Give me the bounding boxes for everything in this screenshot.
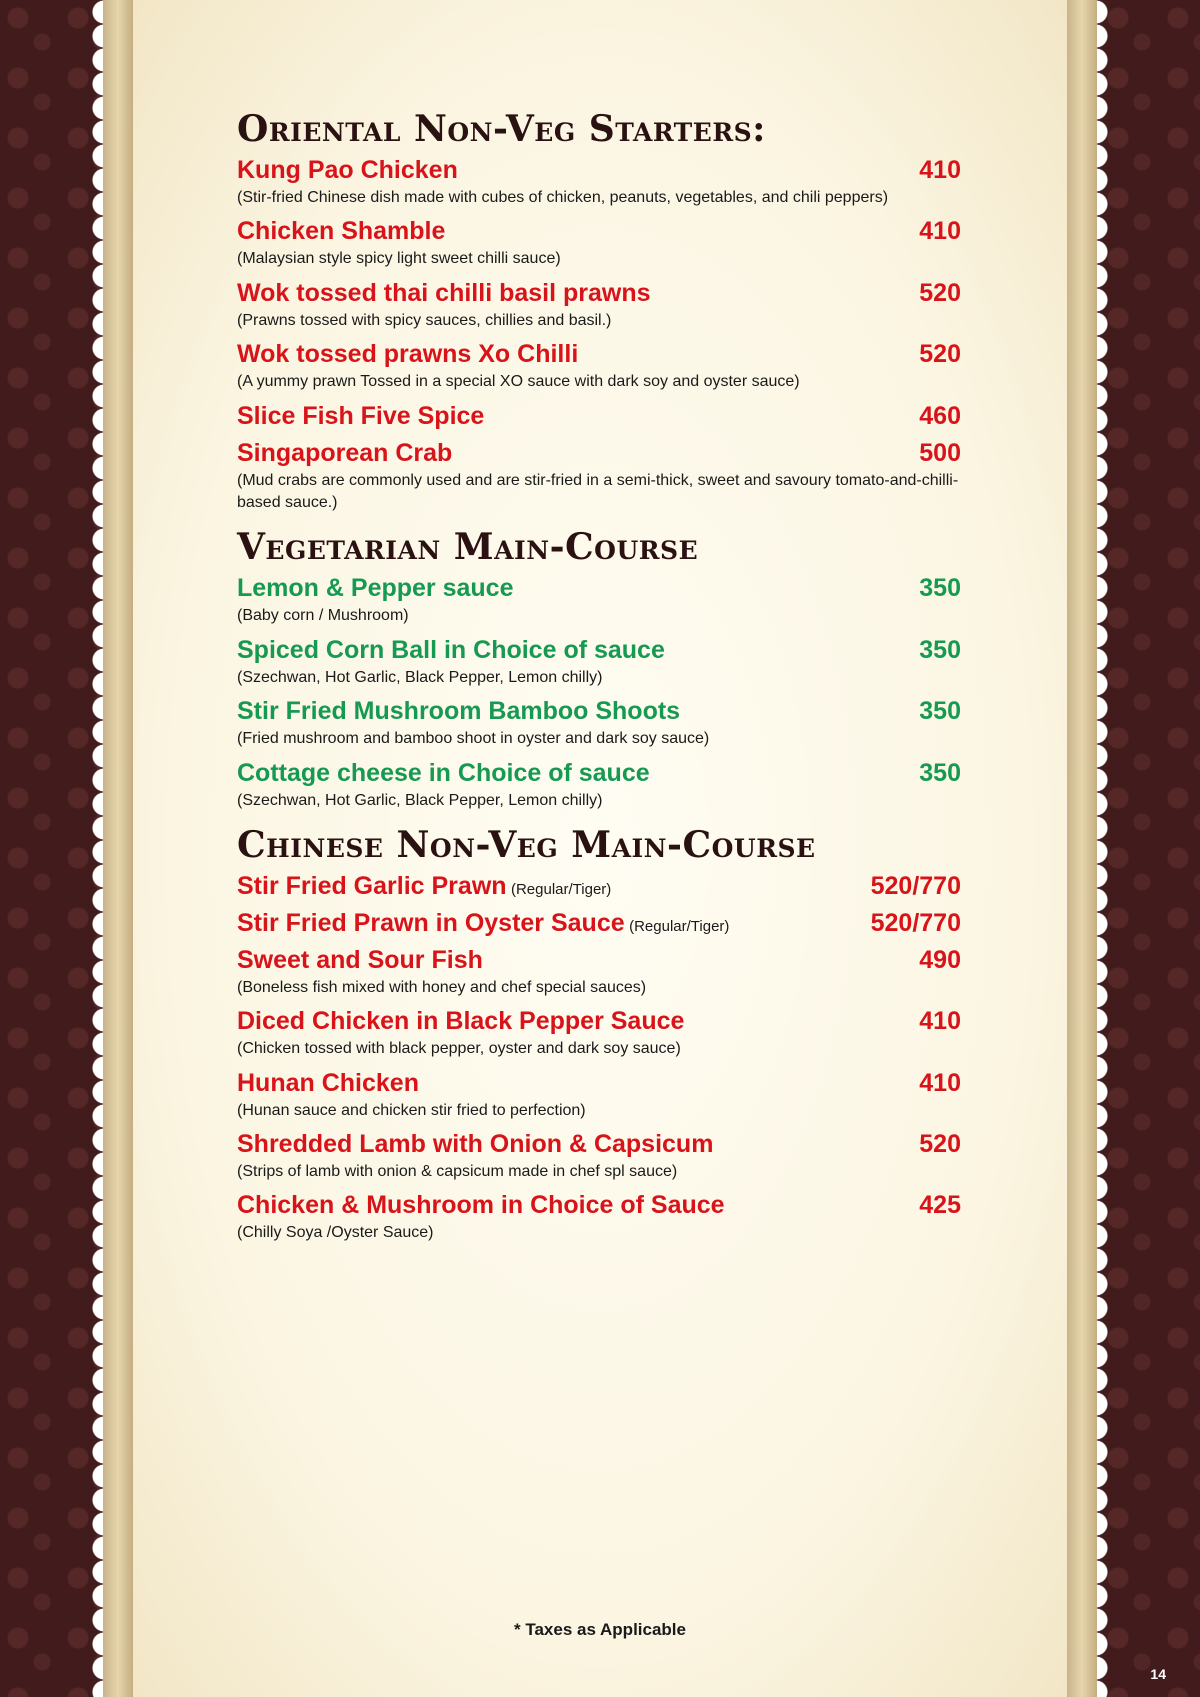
item-name: Chicken Shamble [237, 217, 446, 246]
item-price: 520 [919, 278, 961, 307]
item-price: 350 [919, 697, 961, 726]
item-price: 520/770 [870, 871, 961, 900]
item-name: Diced Chicken in Black Pepper Sauce [237, 1007, 685, 1036]
section-title-chinese-non-veg-main-course: Chinese Non-Veg Main-Course [237, 823, 816, 866]
menu-item [237, 217, 961, 270]
item-name: Wok tossed thai chilli basil prawns [237, 278, 651, 307]
item-name: Kung Pao Chicken [237, 156, 458, 184]
page-number: 14 [1150, 1666, 1166, 1682]
item-price: 490 [919, 945, 961, 974]
item-name: Chicken & Mushroom in Choice of Sauce [237, 1191, 725, 1220]
menu-item [237, 156, 961, 209]
menu-item [237, 340, 961, 393]
item-name: Hunan Chicken [237, 1068, 419, 1097]
menu-item [237, 574, 961, 627]
item-description: (Chicken tossed with black pepper, oyster and dark soy sauce) [237, 1040, 681, 1058]
item-name: Stir Fried Garlic Prawn [237, 871, 507, 900]
menu-content [237, 108, 961, 1253]
menu-item [237, 872, 961, 901]
item-description: (Szechwan, Hot Garlic, Black Pepper, Lemon chilly) [237, 668, 603, 686]
item-price: 410 [919, 156, 961, 184]
item-name: Singaporean Crab [237, 438, 453, 467]
menu-item [237, 1007, 961, 1060]
item-price: 520 [919, 1130, 961, 1159]
right-ornamental-border [1100, 0, 1200, 1697]
menu-item [237, 636, 961, 689]
item-name: Wok tossed prawns Xo Chilli [237, 340, 579, 369]
menu-item [237, 279, 961, 332]
item-note: (Regular/Tiger) [629, 917, 730, 935]
item-description: (Prawns tossed with spicy sauces, chillies and basil.) [237, 311, 612, 329]
section-title-oriental-non-veg-starters: Oriental Non-Veg Starters: [237, 108, 766, 150]
menu-item [237, 909, 961, 938]
item-description: (Strips of lamb with onion & capsicum made in chef spl sauce) [237, 1163, 678, 1181]
section-title-vegetarian-main-course: Vegetarian Main-Course [237, 526, 699, 569]
item-description: (Malaysian style spicy light sweet chilli sauce) [237, 250, 561, 268]
menu-item [237, 1069, 961, 1122]
menu-item [237, 697, 961, 750]
item-name: Lemon & Pepper sauce [237, 574, 514, 603]
item-description: (Chilly Soya /Oyster Sauce) [237, 1224, 434, 1242]
item-name: Sweet and Sour Fish [237, 945, 483, 974]
item-price: 425 [919, 1191, 961, 1220]
item-price: 350 [919, 758, 961, 787]
taxes-note: * Taxes as Applicable [514, 1620, 686, 1639]
item-price: 520 [919, 340, 961, 369]
item-description: (Mud crabs are commonly used and are stir-fried in a semi-thick, sweet and savoury tomato-and-chilli-based sauce.) [237, 471, 959, 511]
item-name: Spiced Corn Ball in Choice of sauce [237, 635, 665, 664]
item-description: (Hunan sauce and chicken stir fried to perfection) [237, 1101, 586, 1119]
item-description: (A yummy prawn Tossed in a special XO sauce with dark soy and oyster sauce) [237, 373, 800, 391]
item-price: 500 [919, 438, 961, 467]
item-price: 350 [919, 574, 961, 603]
item-note: (Regular/Tiger) [510, 880, 612, 898]
menu-item [237, 439, 961, 515]
menu-item [237, 946, 961, 999]
item-description: (Boneless fish mixed with honey and chef special sauces) [237, 978, 647, 996]
item-name: Slice Fish Five Spice [237, 401, 485, 430]
menu-item [237, 759, 961, 812]
item-name: Cottage cheese in Choice of sauce [237, 758, 650, 787]
item-description: (Fried mushroom and bamboo shoot in oyster and dark soy sauce) [237, 730, 710, 748]
menu-item [237, 1191, 961, 1244]
menu-item [237, 1130, 961, 1183]
item-name: Stir Fried Prawn in Oyster Sauce [237, 908, 625, 937]
right-gold-strip [1067, 0, 1097, 1697]
item-price: 350 [919, 635, 961, 664]
item-price: 460 [919, 401, 961, 430]
item-price: 410 [919, 1068, 961, 1097]
item-description: (Stir-fried Chinese dish made with cubes of chicken, peanuts, vegetables, and chili peppers) [237, 189, 889, 206]
left-gold-strip [103, 0, 133, 1697]
item-name: Shredded Lamb with Onion & Capsicum [237, 1130, 714, 1159]
item-price: 410 [919, 217, 961, 246]
item-price: 410 [919, 1007, 961, 1036]
item-description: (Szechwan, Hot Garlic, Black Pepper, Lemon chilly) [237, 791, 603, 809]
item-price: 520/770 [870, 908, 961, 937]
item-description: (Baby corn / Mushroom) [237, 607, 409, 625]
item-name: Stir Fried Mushroom Bamboo Shoots [237, 697, 681, 726]
left-ornamental-border [0, 0, 100, 1697]
menu-item [237, 402, 961, 431]
